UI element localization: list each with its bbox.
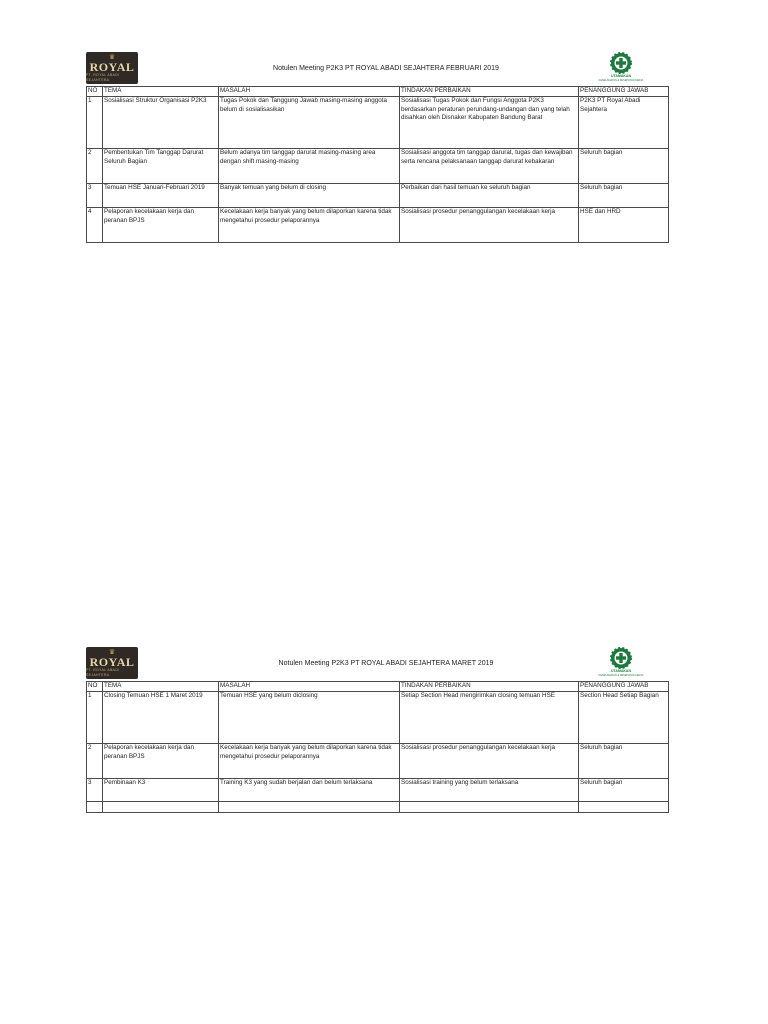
cell-pj: Seluruh bagian (579, 744, 669, 779)
header-tindakan: TINDAKAN PERBAIKAN (400, 87, 579, 97)
cell-tindakan (400, 802, 579, 813)
cell-masalah: Training K3 yang sudah berjalan dan belum terlaksana (219, 779, 400, 802)
cell-tema: Pelaporan kecelakaan kerja dan peranan BPJS (103, 744, 219, 779)
cell-tema: Temuan HSE Januari-Februari 2019 (103, 184, 219, 208)
crown-icon: ♛ (108, 648, 116, 656)
cell-masalah: Kecelakaan kerja banyak yang belum dilaporkan karena tidak mengetahui prosedur pelaporannya (219, 208, 400, 243)
cell-masalah: Temuan HSE yang belum diclosing (219, 692, 400, 744)
k3-logo-text: UTAMAKAN (611, 74, 631, 78)
notulen-maret (86, 647, 668, 817)
cell-no: 1 (87, 97, 103, 149)
logo-tagline: PT. ROYAL ABADI SEJAHTERA (86, 667, 120, 677)
cell-tema: Closing Temuan HSE 1 Maret 2019 (103, 692, 219, 744)
cell-pj: Section Head Setiap Bagian (579, 692, 669, 744)
cell-masalah: Tugas Pokok dan Tanggung Jawab masing-masing anggota belum di sosialisasikan (219, 97, 400, 149)
cell-no: 1 (87, 692, 103, 744)
header-tindakan: TINDAKAN PERBAIKAN (400, 682, 579, 692)
table-row (87, 97, 669, 149)
table-header-row (87, 682, 669, 692)
cell-tindakan: Perbaikan dari hasil temuan ke seluruh bagian (400, 184, 579, 208)
notulen-table (86, 86, 669, 243)
notulen-februari (86, 52, 668, 242)
header-masalah: MASALAH (219, 87, 400, 97)
header-penanggung-jawab: PENANGGUNG JAWAB (579, 87, 669, 97)
cell-masalah (219, 802, 400, 813)
cell-no: 3 (87, 184, 103, 208)
table-row (87, 779, 669, 802)
header-masalah: MASALAH (219, 682, 400, 692)
cell-tindakan: Sosialisasi prosedur penanggulangan kecelakaan kerja (400, 208, 579, 243)
k3-logo (598, 52, 644, 82)
cell-pj: Seluruh bagian (579, 184, 669, 208)
cell-tindakan: Sosialisasi training yang belum terlaksana (400, 779, 579, 802)
header-no: NO (87, 682, 103, 692)
logo-tagline: PT. ROYAL ABADI SEJAHTERA (86, 72, 120, 82)
cell-tindakan: Setiap Section Head mengirimkan closing temuan HSE (400, 692, 579, 744)
logo-brand: ROYAL (89, 59, 135, 74)
k3-logo-subtext: KESELAMATAN & KESEHATAN KERJA (598, 79, 644, 82)
cell-no (87, 802, 103, 813)
k3-gear-icon (610, 647, 632, 669)
crown-icon: ♛ (108, 53, 116, 61)
header-tema: TEMA (103, 87, 219, 97)
k3-logo-subtext: KESELAMATAN & KESEHATAN KERJA (598, 674, 644, 677)
logo-brand: ROYAL (89, 654, 135, 669)
header-tema: TEMA (103, 682, 219, 692)
cell-no: 4 (87, 208, 103, 243)
cell-tindakan: Sosialisasi anggota tim tanggap darurat, tugas dan kewajiban serta rencana pelaksanaan tanggap darurat kebakaran (400, 149, 579, 184)
table-row (87, 208, 669, 243)
notulen-table (86, 681, 669, 813)
cell-no: 2 (87, 744, 103, 779)
cell-tema: Pelaporan kecelakaan kerja dan peranan BPJS (103, 208, 219, 243)
table-header-row (87, 87, 669, 97)
section-title: Notulen Meeting P2K3 PT ROYAL ABADI SEJAHTERA MARET 2019 (278, 660, 494, 667)
header-penanggung-jawab: PENANGGUNG JAWAB (579, 682, 669, 692)
royal-logo (86, 52, 138, 84)
k3-logo (598, 647, 644, 677)
cell-pj: Seluruh bagian (579, 149, 669, 184)
cell-masalah: Kecelakaan kerja banyak yang belum dilaporkan karena tidak mengetahui prosedur pelaporannya (219, 744, 400, 779)
royal-logo (86, 647, 138, 679)
cell-masalah: Banyak temuan yang belum di closing (219, 184, 400, 208)
table-row (87, 692, 669, 744)
cell-tema: Pembentukan Tim Tanggap Darurat Seluruh Bagian (103, 149, 219, 184)
cell-no: 3 (87, 779, 103, 802)
header-no: NO (87, 87, 103, 97)
cell-no: 2 (87, 149, 103, 184)
table-row (87, 149, 669, 184)
table-row (87, 744, 669, 779)
cell-pj: P2K3 PT Royal Abadi Sejahtera (579, 97, 669, 149)
cell-masalah: Belum adanya tim tanggap darurat masing-masing area dengan shift masing-masing (219, 149, 400, 184)
cell-pj: HSE dan HRD (579, 208, 669, 243)
cell-tema (103, 802, 219, 813)
cell-pj: Seluruh bagian (579, 779, 669, 802)
k3-logo-text: UTAMAKAN (611, 669, 631, 673)
cell-tema: Pembinaan K3 (103, 779, 219, 802)
cell-pj (579, 802, 669, 813)
cell-tindakan: Sosialisasi prosedur penanggulangan kecelakaan kerja (400, 744, 579, 779)
section-title: Notulen Meeting P2K3 PT ROYAL ABADI SEJAHTERA FEBRUARI 2019 (273, 65, 499, 72)
table-row (87, 802, 669, 813)
k3-gear-icon (610, 52, 632, 74)
cell-tindakan: Sosialisasi Tugas Pokok dan Fungsi Anggota P2K3 berdasarkan peraturan perundang-undangan dan yang telah disahkan oleh Disnaker Kabupaten Bandung Barat (400, 97, 579, 149)
table-row (87, 184, 669, 208)
cell-tema: Sosialisasi Struktur Organisasi P2K3 (103, 97, 219, 149)
